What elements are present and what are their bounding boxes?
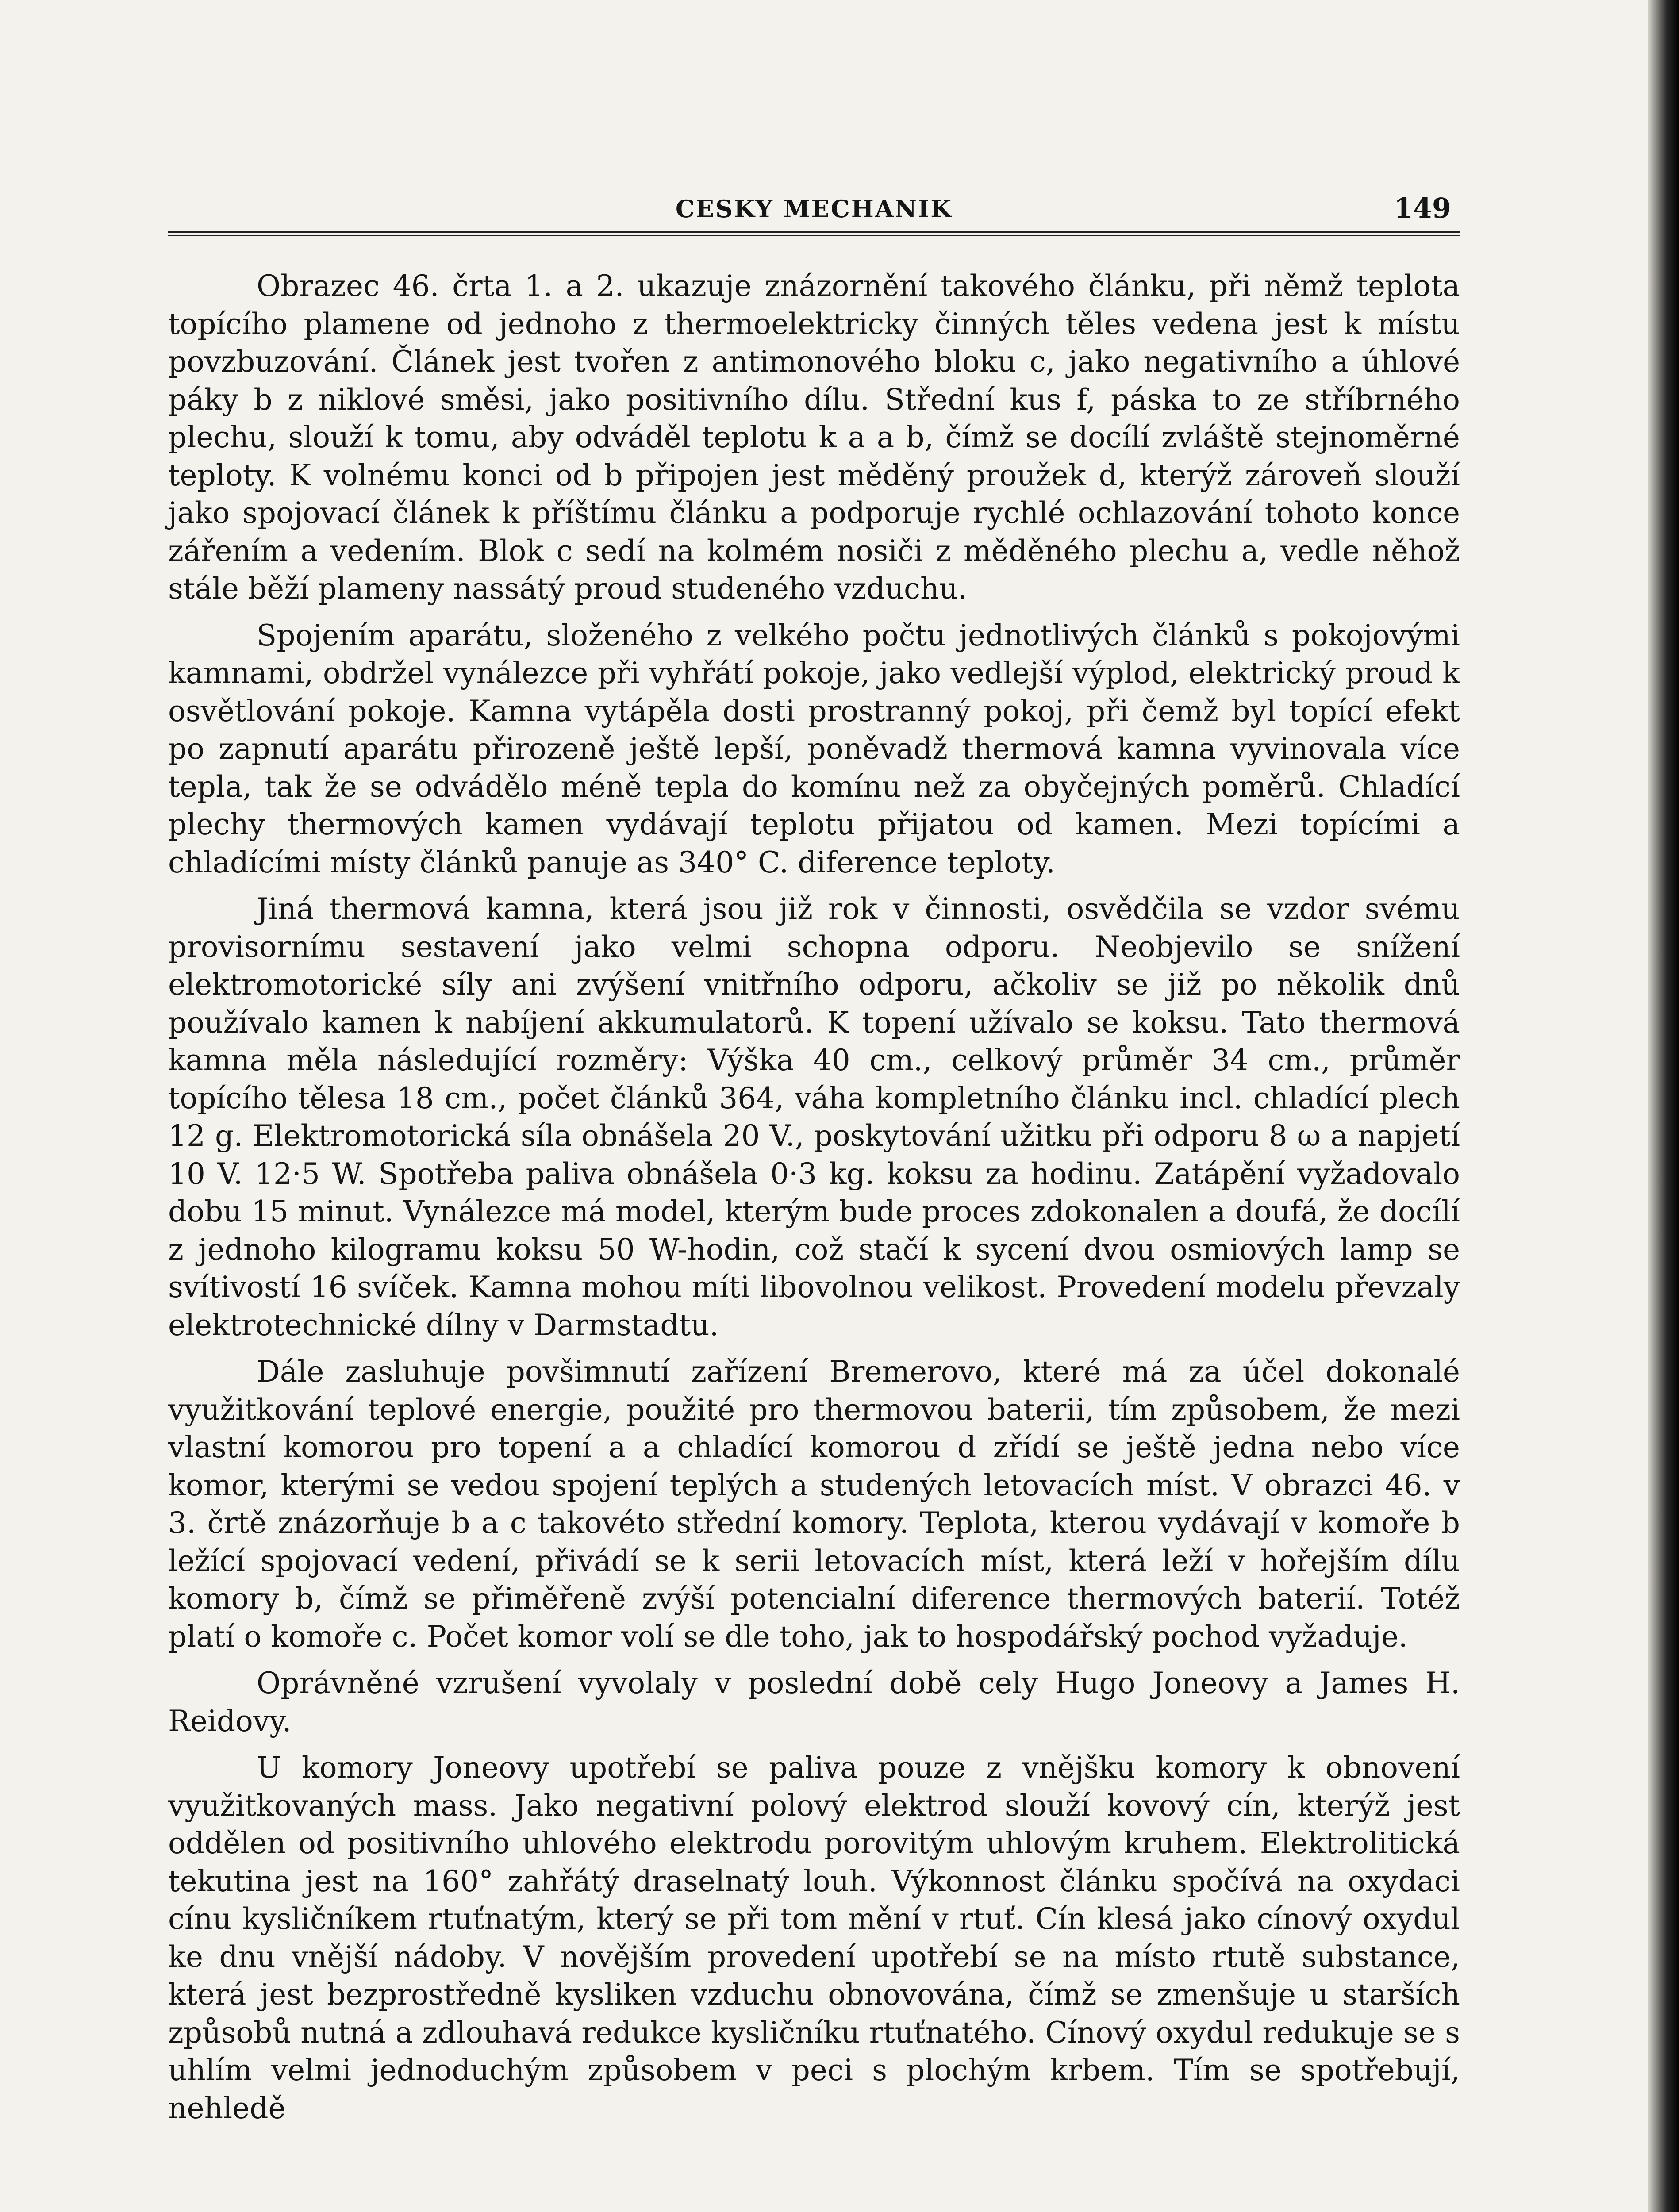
page-number: 149 xyxy=(1394,192,1451,224)
scan-edge xyxy=(1648,0,1679,2212)
paragraph: U komory Joneovy upotřebí se paliva pouze z vnějšku komory k obnovení využitkovaných mass. Jako negativní polový elektrod slouží kovový cín, kterýž jest oddělen od positivního uhlového elektrodu porovitým uhlovým kruhem. Elektrolitická tekutina jest na 160° zahřátý draselnatý louh. Výkonnost článku spočívá na oxydaci cínu kysličníkem rtuťnatým, který se při tom mění v rtuť. Cín klesá jako cínový oxydul ke dnu vnější nádoby. V novějším provedení upotřebí se na místo rtutě substance, která jest bezprostředně kysliken vzduchu obnovována, čímž se zmenšuje u starších způsobů nutná a zdlouhavá redukce kysličníku rtuťnatého. Cínový oxydul redukuje se s uhlím velmi jednoduchým způsobem v peci s plochým krbem. Tím se spotřebují, nehledě xyxy=(168,1751,1460,2125)
running-title: CESKY MECHANIK xyxy=(675,195,953,223)
page-header xyxy=(168,192,1460,226)
paragraph: Jiná thermová kamna, která jsou již rok v činnosti, osvědčila se vzdor svému provisornímu sestavení jako velmi schopna odporu. Neobjevilo se snížení elektromotorické síly ani zvýšení vnitřního odporu, ačkoliv se již po několik dnů používalo kamen k nabíjení akkumulatorů. K topení užívalo se koksu. Tato thermová kamna měla následující rozměry: Výška 40 cm., celkový průměr 34 cm., průměr topícího tělesa 18 cm., počet článků 364, váha kompletního článku incl. chladící plech 12 g. Elektromotorická síla obnášela 20 V., poskytování užitku při odporu 8 ω a napjetí 10 V. 12·5 W. Spotřeba paliva obnášela 0·3 kg. koksu za hodinu. Zatápění vyžadovalo dobu 15 minut. Vynálezce má model, kterým bude proces zdokonalen a doufá, že docílí z jednoho kilogramu koksu 50 W-hodin, což stačí k sycení dvou osmiových lamp se svítivostí 16 svíček. Kamna mohou míti libovolnou velikost. Provedení modelu převzaly elektrotechnické dílny v Darmstadtu. xyxy=(168,892,1460,1342)
paragraph: Spojením aparátu, složeného z velkého počtu jednotlivých článků s pokojovými kamnami, obdržel vynálezce při vyhřátí pokoje, jako vedlejší výplod, elektrický proud k osvětlování pokoje. Kamna vytápěla dosti prostranný pokoj, při čemž byl topící efekt po zapnutí aparátu přirozeně ještě lepší, poněvadž thermová kamna vyvinovala více tepla, tak že se odvádělo méně tepla do komínu než za obyčejných poměrů. Chladící plechy thermových kamen vydávají teplotu přijatou od kamen. Mezi topícími a chladícími místy článků panuje as 340° C. diference teploty. xyxy=(168,618,1460,879)
body-text xyxy=(168,267,1460,2127)
book-page xyxy=(168,192,1460,2136)
header-rule xyxy=(168,231,1460,236)
paragraph: Obrazec 46. črta 1. a 2. ukazuje znázornění takového článku, při němž teplota topícího plamene od jednoho z thermoelektricky činných těles vedena jest k místu povzbuzování. Článek jest tvořen z antimonového bloku c, jako negativního a úhlové páky b z niklové směsi, jako positivního dílu. Střední kus f, páska to ze stříbrného plechu, slouží k tomu, aby odváděl teplotu k a a b, čímž se docílí zvláště stejnoměrné teploty. K volnému konci od b připojen jest měděný proužek d, kterýž zároveň slouží jako spojovací článek k příštímu článku a podporuje rychlé ochlazování tohoto konce zářením a vedením. Blok c sedí na kolmém nosiči z měděného plechu a, vedle něhož stále běží plameny nassátý proud studeného vzduchu. xyxy=(168,269,1460,606)
paragraph: Oprávněné vzrušení vyvolaly v poslední době cely Hugo Joneovy a James H. Reidovy. xyxy=(168,1666,1460,1738)
paragraph: Dále zasluhuje povšimnutí zařízení Bremerovo, které má za účel dokonalé využitkování teplové energie, použité pro thermovou baterii, tím způsobem, že mezi vlastní komorou pro topení a a chladící komorou d zřídí se ještě jedna nebo více komor, kterými se vedou spojení teplých a studených letovacích míst. V obrazci 46. v 3. črtě znázorňuje b a c takovéto střední komory. Teplota, kterou vydávají v komoře b ležící spojovací vedení, přivádí se k serii letovacích míst, která leží v hořejším dílu komory b, čímž se přiměřeně zvýší potencialní diference thermových baterií. Totéž platí o komoře c. Počet komor volí se dle toho, jak to hospodářský pochod vyžaduje. xyxy=(168,1355,1460,1654)
